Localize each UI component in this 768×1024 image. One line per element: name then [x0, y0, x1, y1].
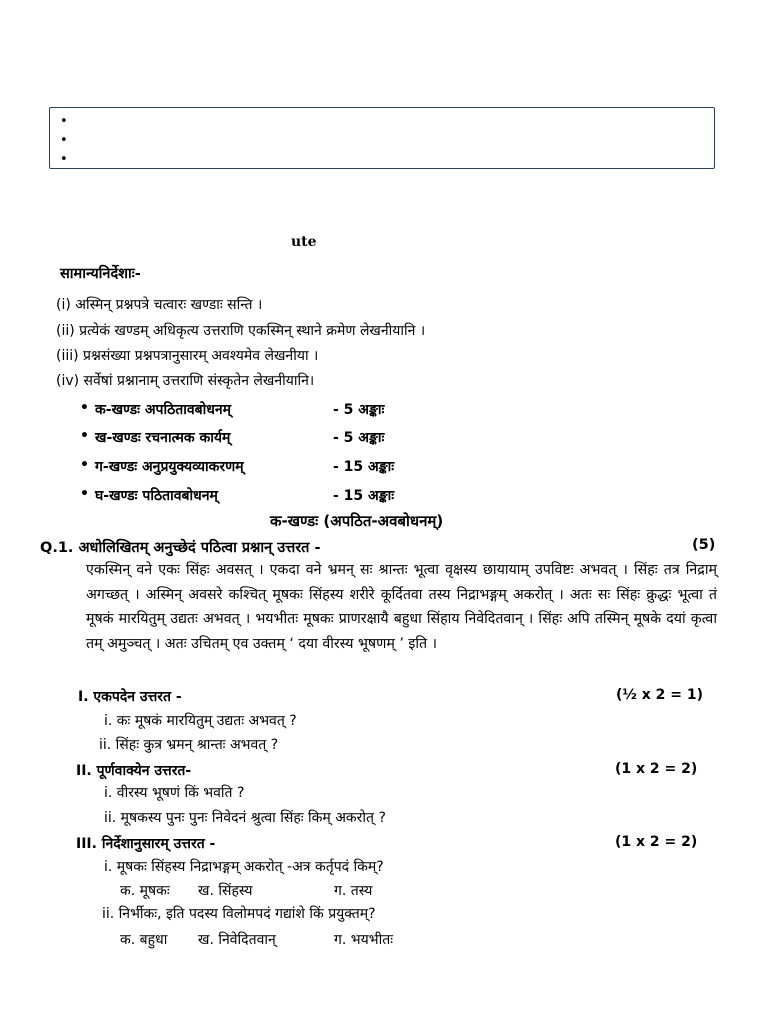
instruction-item: (iii) प्रश्नसंख्या प्रश्नपत्रानुसारम् अवश्यमेव लेखनीया ।: [56, 348, 319, 364]
section-marks: - 15 अङ्काः: [333, 488, 395, 504]
part-1-label: I. एकपदेन उत्तरत -: [78, 689, 182, 705]
instruction-box: [49, 107, 715, 169]
section-bullet: •: [80, 428, 89, 444]
section-name: घ-खण्डः पठितावबोधनम्: [95, 488, 218, 504]
section-name: ग-खण्डः अनुप्रयुक्यव्याकरणम्: [95, 459, 244, 475]
section-marks: - 5 अङ्काः: [333, 430, 385, 446]
answer-option: क. मूषकः: [120, 883, 170, 899]
part-2-label: II. पूर्णवाक्येन उत्तरत-: [76, 763, 192, 779]
instruction-item: (i) अस्मिन् प्रश्नपत्रे चत्वारः खण्डाः सन्ति ।: [56, 297, 263, 313]
question-item: i. कः मूषकं मारयितुम् उद्यतः अभवत् ?: [104, 713, 297, 729]
question-1-marks: (5): [692, 537, 716, 553]
section-name: क-खण्डः अपठितावबोधनम्: [95, 402, 232, 418]
answer-option: ख. निवेदितवान्: [198, 932, 276, 948]
question-item: ii. सिंहः कुत्र भ्रमन् श्रान्तः अभवत् ?: [99, 737, 279, 753]
part-3-label: III. निर्देशानुसारम् उत्तरत -: [76, 836, 216, 852]
answer-option: ग. भयभीतः: [334, 932, 394, 948]
question-item: i. वीरस्य भूषणं किं भवति ?: [104, 785, 245, 801]
section-bullet: •: [80, 457, 89, 473]
instruction-item: (ii) प्रत्येकं खण्डम् अधिकृत्य उत्तराणि एकस्मिन् स्थाने क्रमेण लेखनीयानि ।: [56, 323, 426, 339]
text-fragment: ute: [291, 234, 317, 250]
instruction-bullet-list: [60, 112, 68, 169]
section-bullet: •: [80, 400, 89, 416]
instruction-bullet: [60, 131, 68, 150]
general-instructions-title: सामान्यनिर्देशाः-: [60, 266, 141, 282]
part-3-marks: (1 x 2 = 2): [615, 834, 698, 850]
section-bullet: •: [80, 486, 89, 502]
answer-option: ग. तस्य: [334, 883, 373, 899]
question-item: i. मूषकः सिंहस्य निद्राभङ्गम् अकरोत् -अत्र कर्तृपदं किम्?: [104, 859, 384, 875]
question-item: ii. मूषकस्य पुनः पुनः निवेदनं श्रुत्वा सिंहः किम् अकरोत् ?: [104, 810, 386, 826]
question-item: ii. निर्भीकः, इति पदस्य विलोमपदं गद्यांशे किं प्रयुक्तम्?: [102, 906, 376, 922]
section-name: ख-खण्डः रचनात्मक कार्यम्: [95, 430, 231, 446]
answer-option: ख. सिंहस्य: [198, 883, 253, 899]
instruction-bullet: [60, 112, 68, 131]
section-marks: - 15 अङ्काः: [333, 459, 395, 475]
section-heading: क-खण्डः (अपठित-अवबोधनम्): [270, 512, 444, 530]
reading-passage: एकस्मिन् वने एकः सिंहः अवसत् । एकदा वने भ्रमन् सः श्रान्तः भूत्वा वृक्षस्य छायायाम् उपविष्टः अभवत् । सिंहः तत्र निद्राम् अगच्छत् । अस्मिन् अवसरे कश्चित् मूषकः सिंहस्य शरीरे कूर्दितवा तस्य निद्राभङ्गम् अकरोत् । अतः सः सिंहः क्रुद्धः भूत्वा तं मूषकं मारयितुम् उद्यतः अभवत् । भयभीतः मूषकः प्राणरक्षायै बहुधा सिंहाय निवेदितवान् । सिंहः अपि तस्मिन् मूषके दयां कृत्वा तम् अमुञ्चत् । अतः उचितम् एव उक्तम् ‘ दया वीरस्य भूषणम् ’ इति ।: [86, 562, 717, 652]
answer-option: क. बहुधा: [120, 932, 168, 948]
instruction-item: (iv) सर्वेषां प्रश्नानाम् उत्तराणि संस्कृतेन लेखनीयानि।: [56, 373, 315, 389]
question-1-label: Q.1. अधोलिखितम् अनुच्छेदं पठित्वा प्रश्नान् उत्तरत -: [40, 540, 321, 556]
part-2-marks: (1 x 2 = 2): [615, 761, 698, 777]
section-marks: - 5 अङ्काः: [333, 402, 385, 418]
part-1-marks: (½ x 2 = 1): [616, 687, 704, 703]
instruction-bullet: [60, 150, 68, 169]
